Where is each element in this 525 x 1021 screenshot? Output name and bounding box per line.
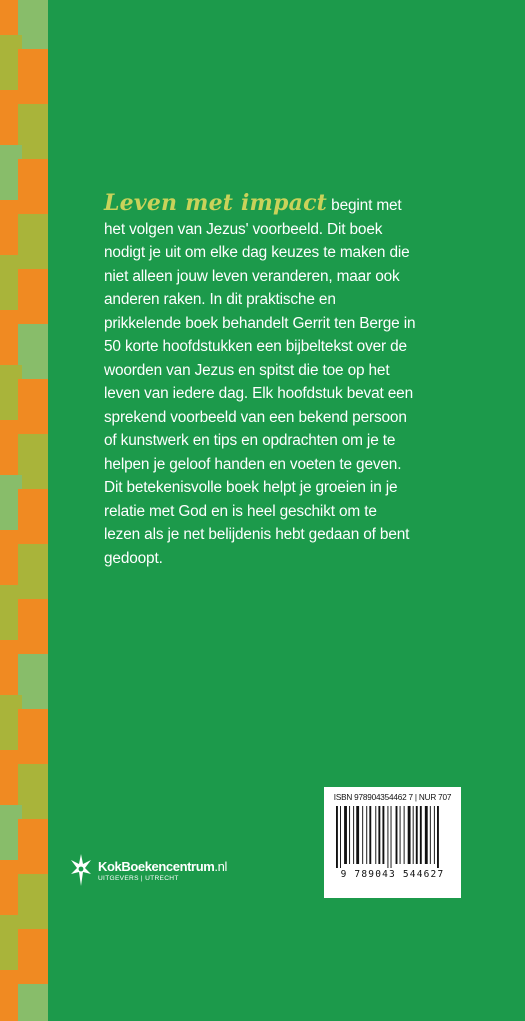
- barcode-bar: [419, 806, 421, 864]
- back-cover-blurb: [104, 192, 416, 570]
- barcode-bar: [424, 806, 427, 864]
- spine-tile: [18, 269, 48, 324]
- barcode-bar: [403, 806, 404, 864]
- barcode-bar: [395, 806, 397, 864]
- star-burst-icon: [70, 852, 92, 888]
- barcode-bar: [433, 806, 434, 864]
- blurb-text: begint met het volgen van Jezus' voorbeeld. Dit boek nodigt je uit om elke dag keuzes te maken die niet alleen jouw leven veranderen, maar ook anderen raken. In dit praktische en prikkelende boek behandelt Gerrit ten Berge in 50 korte hoofdstukken een bijbeltekst over de woorden van Jezus en spitst die toe op het leven van iedere dag. Elk hoofdstuk bevat een sprekend voorbeeld van een bekend persoon of kunstwerk en tips en opdrachten om je te helpen je geloof handen en voeten te geven. Dit betekenisvolle boek helpt je groeien in je relatie met God en is heel geschikt om te lezen als je net belijdenis hebt gedaan of bent gedoopt.: [104, 197, 416, 567]
- spine-tile: [18, 874, 48, 929]
- publisher-name: [98, 859, 227, 874]
- spine-tile: [18, 49, 48, 104]
- spine-tile: [18, 0, 48, 49]
- spine-tile: [18, 159, 48, 214]
- barcode-bar: [412, 806, 413, 864]
- barcode-bar: [382, 806, 384, 864]
- publisher-name-suffix: .nl: [214, 858, 227, 874]
- publisher-subtitle: UITGEVERS | UTRECHT: [98, 874, 179, 882]
- barcode-bar: [399, 806, 400, 864]
- barcode-bar: [390, 806, 391, 868]
- barcode-bar: [378, 806, 380, 864]
- barcode-bar: [407, 806, 410, 864]
- barcode-bar: [369, 806, 371, 864]
- barcode-bar: [429, 806, 430, 864]
- spine-tile: [18, 104, 48, 159]
- spine-tile: [18, 544, 48, 599]
- barcode-bar: [362, 806, 363, 864]
- barcode-bar: [344, 806, 347, 864]
- spine-tile: [18, 434, 48, 489]
- barcode-bar: [366, 806, 367, 864]
- barcode-box: [324, 787, 461, 898]
- spine-tile: [18, 324, 48, 379]
- barcode-bar: [415, 806, 417, 864]
- barcode: [334, 806, 452, 868]
- spine-tile: [18, 489, 48, 544]
- barcode-bar: [340, 806, 341, 868]
- barcode-bar: [375, 806, 376, 864]
- spine-tile: [18, 819, 48, 874]
- barcode-bar: [437, 806, 439, 868]
- barcode-bar: [349, 806, 350, 864]
- publisher-name-bold: KokBoekencentrum: [98, 858, 215, 874]
- barcode-bar: [387, 806, 388, 868]
- isbn-line: ISBN 978904354462 7 | NUR 707: [333, 793, 452, 802]
- barcode-bar: [336, 806, 338, 868]
- barcode-bar: [356, 806, 359, 864]
- barcode-digits: 9 789043 544627: [340, 869, 445, 880]
- spine-tile: [18, 709, 48, 764]
- checker-pattern: [0, 0, 48, 1021]
- spine-tile: [18, 214, 48, 269]
- book-title: Leven met impact: [104, 190, 328, 216]
- spine-tile: [18, 764, 48, 819]
- spine-tile: [18, 599, 48, 654]
- spine-tile: [18, 984, 48, 1021]
- spine-tile: [18, 379, 48, 434]
- barcode-bar: [353, 806, 354, 864]
- spine-tile: [18, 654, 48, 709]
- spine-tile: [18, 929, 48, 984]
- publisher-logo: [70, 852, 227, 888]
- spine-pattern: [0, 0, 48, 1021]
